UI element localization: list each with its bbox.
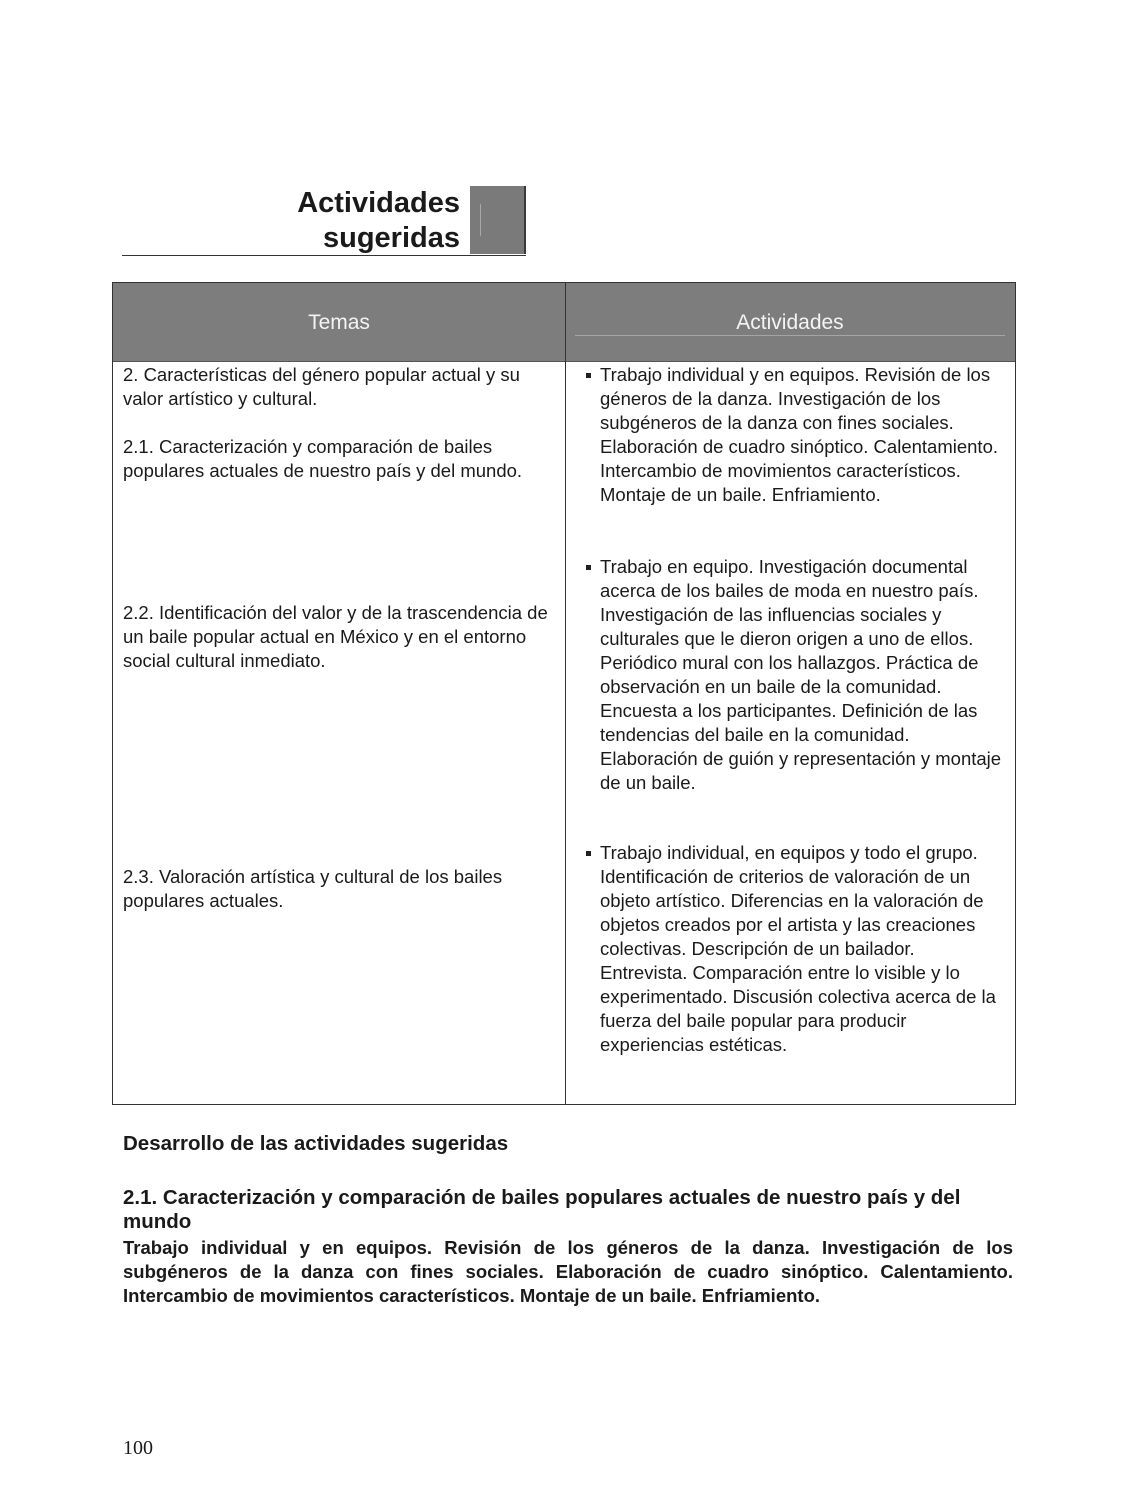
actividad-text: Trabajo en equipo. Investigación documental acerca de los bailes de moda en nuestro país. Investigación de las influencias sociales y culturales que le dieron origen a uno de ellos. Periódico mural con los hallazgos. Práctica de observación en un baile de la comunidad. Encuesta a los participantes. Definición de las tendencias del baile en la comunidad. Elaboración de guión y representación y montaje de un baile. <box>600 556 1002 793</box>
actividad-item <box>581 363 1005 507</box>
heading-line-2: sugeridas <box>323 222 460 254</box>
table-header <box>113 283 1015 361</box>
tema-2-2: 2.2. Identificación del valor y de la trascendencia de un baile popular actual en México y en el entorno social cultural inmediato. <box>123 602 548 671</box>
heading-accent-box <box>470 186 526 254</box>
actividad-text: Trabajo individual y en equipos. Revisión de los géneros de la danza. Investigación de los subgéneros de la danza con fines sociales. Elaboración de cuadro sinóptico. Calentamiento. Intercambio de movimientos característicos. Montaje de un baile. Enfriamiento. <box>600 364 998 505</box>
actividad-item <box>581 555 1005 795</box>
square-bullet-icon <box>586 565 591 570</box>
tema-2-1: 2.1. Caracterización y comparación de bailes populares actuales de nuestro país y del mundo. <box>123 436 523 481</box>
actividad-text: Trabajo individual, en equipos y todo el grupo. Identificación de criterios de valoración de un objeto artístico. Diferencias en la valoración de objetos creados por el artista y las creaciones colectivas. Descripción de un bailador. Entrevista. Comparación entre lo visible y lo experimentado. Discusión colectiva acerca de la fuerza del baile popular para producir experiencias estéticas. <box>600 842 996 1055</box>
development-subtitle: 2.1. Caracterización y comparación de bailes populares actuales de nuestro país y del mundo <box>123 1186 961 1233</box>
page-number: 100 <box>123 1437 153 1459</box>
heading-underline <box>122 255 526 256</box>
development-body: Trabajo individual y en equipos. Revisión de los géneros de la danza. Investigación de los subgéneros de la danza con fines sociales. Elaboración de cuadro sinóptico. Calentamiento. Intercambio de movimientos característicos. Montaje de un baile. Enfriamiento. <box>123 1237 1013 1306</box>
header-actividades: Actividades <box>736 311 844 334</box>
square-bullet-icon <box>586 373 591 378</box>
heading-title <box>297 186 460 256</box>
header-divider <box>113 361 1015 362</box>
heading-line-1: Actividades <box>297 187 460 219</box>
tema-2: 2. Características del género popular actual y su valor artístico y cultural. <box>123 364 520 409</box>
column-divider <box>565 283 566 1104</box>
section-heading <box>122 186 526 256</box>
header-temas: Temas <box>308 311 370 334</box>
heading-accent-line <box>480 204 481 236</box>
square-bullet-icon <box>586 851 591 856</box>
tema-2-3: 2.3. Valoración artística y cultural de los bailes populares actuales. <box>123 866 503 911</box>
header-underline <box>575 335 1005 336</box>
development-title: Desarrollo de las actividades sugeridas <box>123 1132 509 1155</box>
actividad-item <box>581 841 1005 1057</box>
activities-table <box>112 282 1016 1105</box>
